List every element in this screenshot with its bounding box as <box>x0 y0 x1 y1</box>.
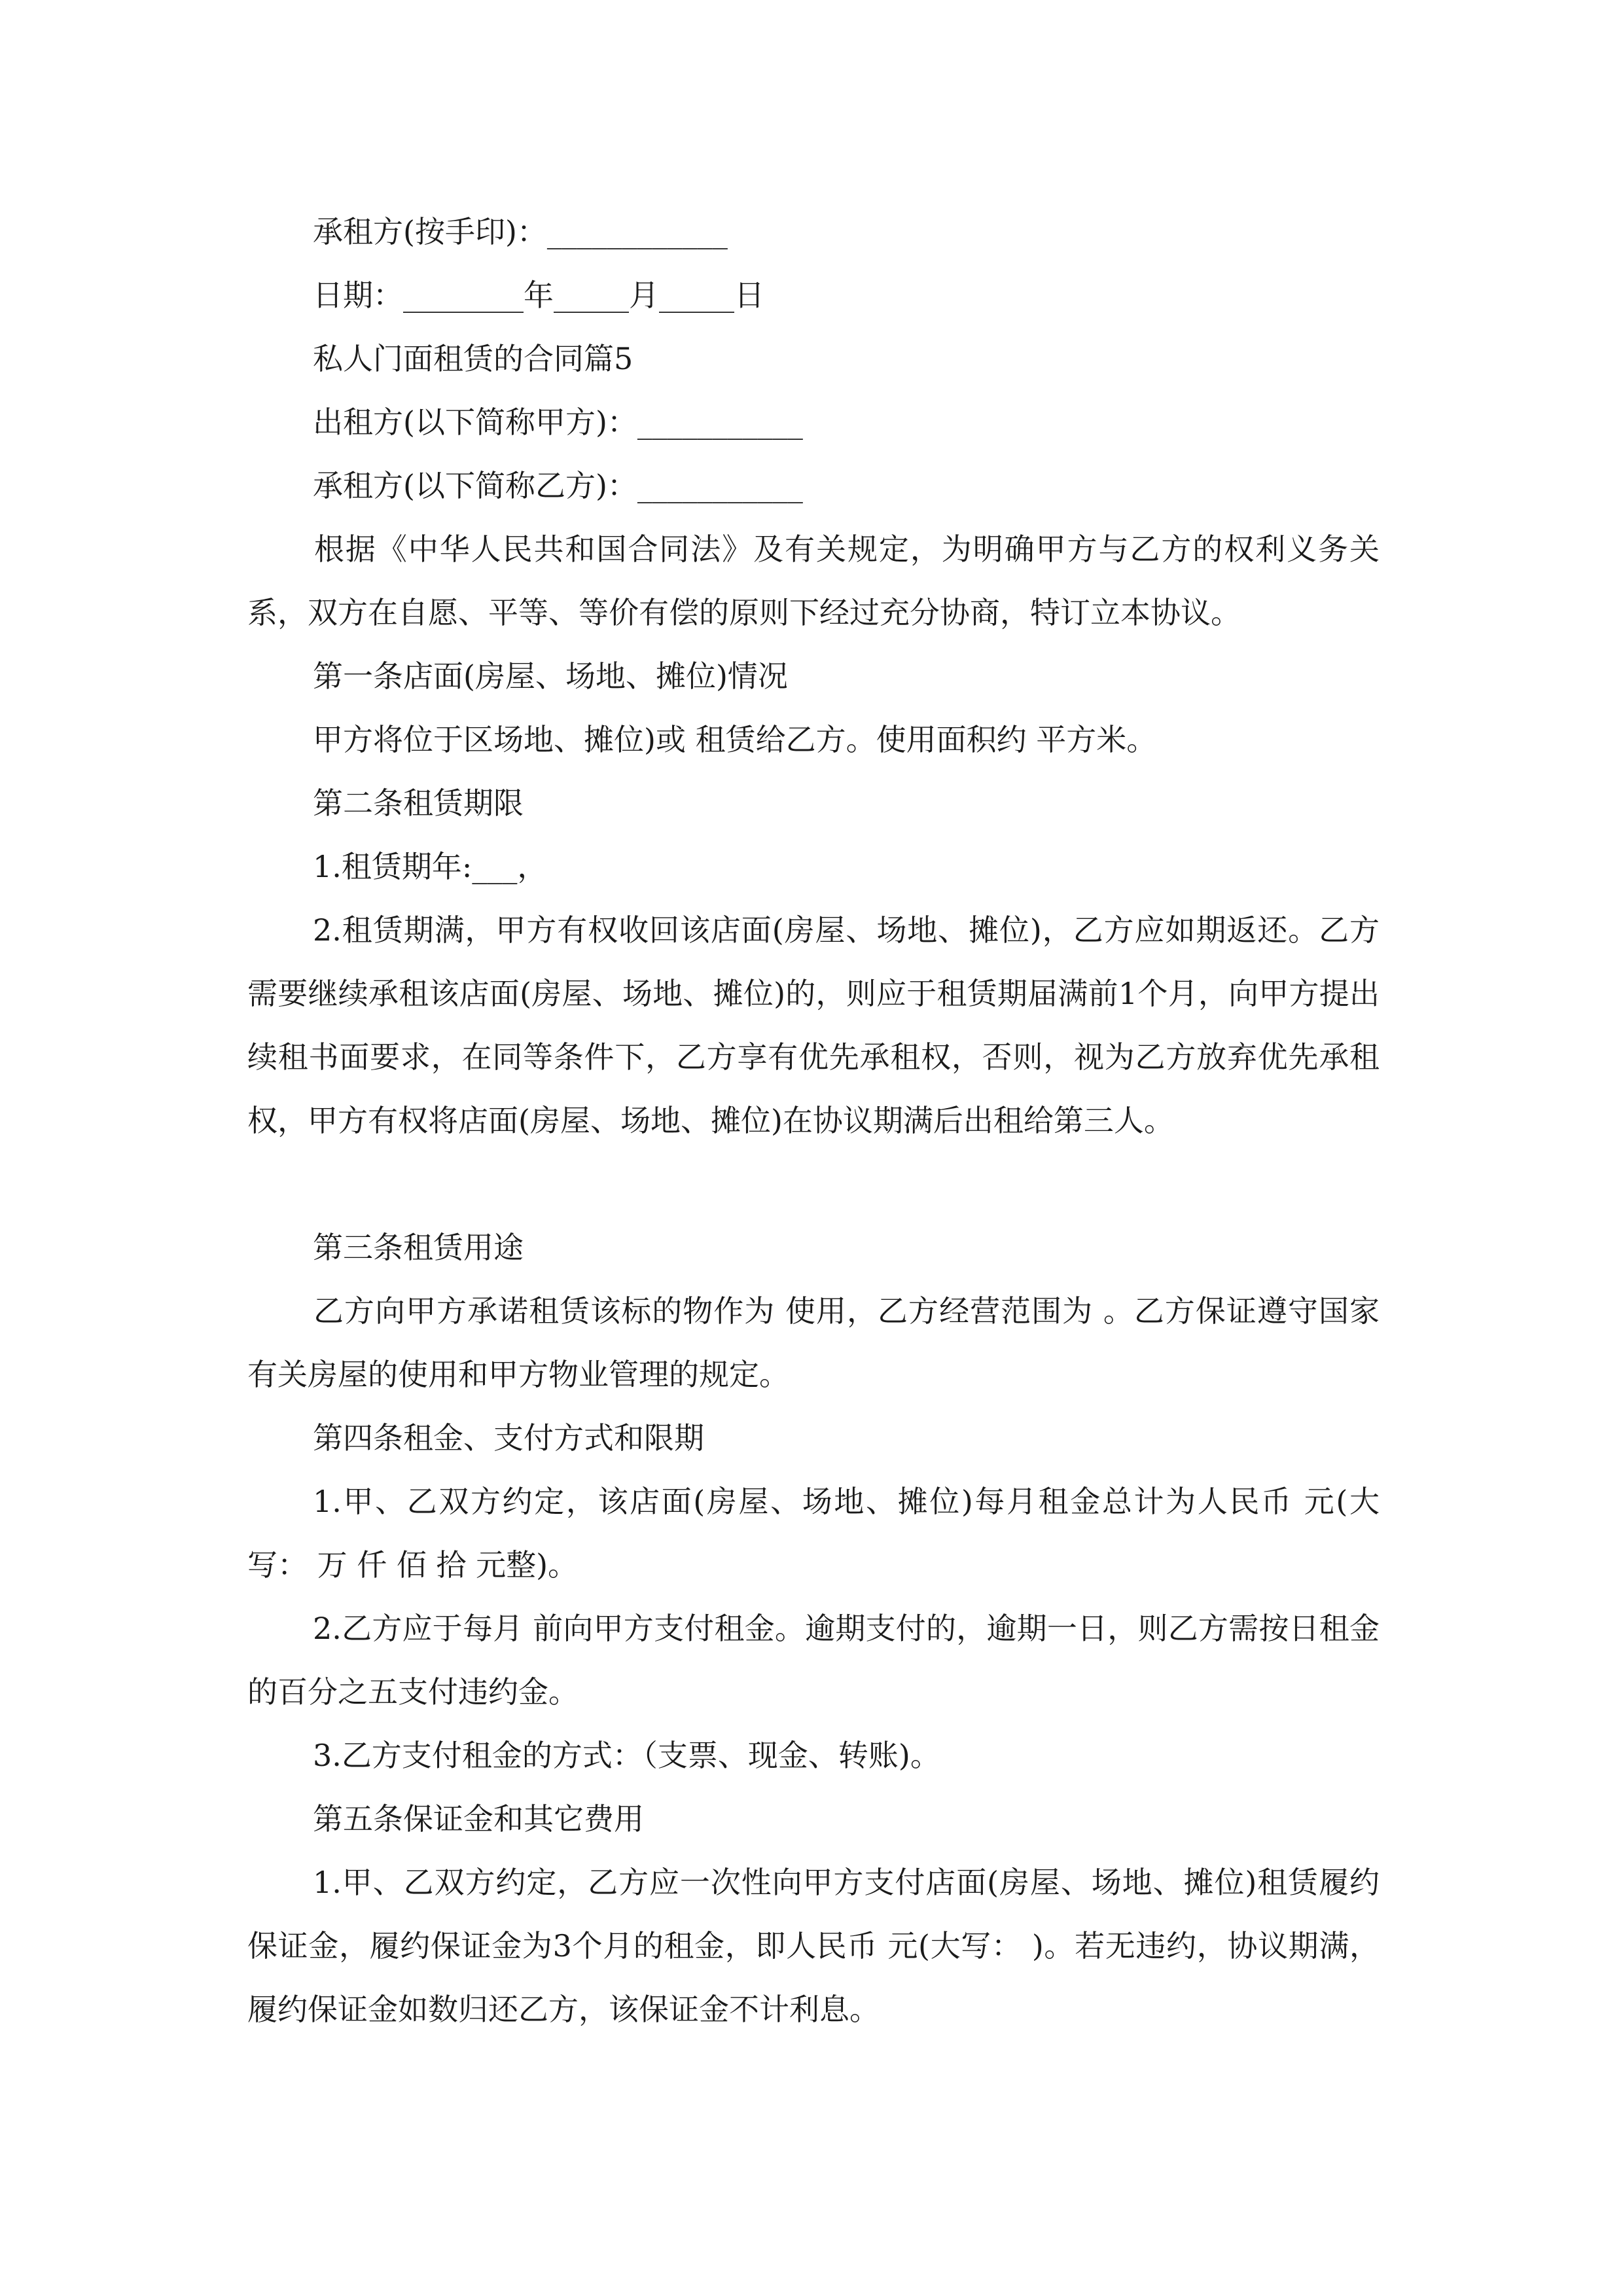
tenant-signature-line: 承租方(按手印)：____________ <box>313 214 728 249</box>
article-4-heading: 第四条租金、支付方式和限期 <box>313 1420 704 1456</box>
article-5-clause-1: 1.甲、乙双方约定，乙方应一次性向甲方支付店面(房屋、场地、摊位)租赁履约保证金，履约保证金为3个月的租金，即人民币 元(大写： )。若无违约，协议期满，履约保证金如数归还乙方，该保证金不计利息。 <box>247 1865 1380 2027</box>
signature-date-line: 日期：________年_____月_____日 <box>313 278 764 313</box>
article-2-clause-1: 1.租赁期年:___， <box>313 849 548 884</box>
preamble-paragraph: 根据《中华人民共和国合同法》及有关规定，为明确甲方与乙方的权利义务关系，双方在自愿、平等、等价有偿的原则下经过充分协商，特订立本协议。 <box>247 531 1380 630</box>
article-4-clause-3: 3.乙方支付租金的方式：（支票、现金、转账)。 <box>313 1738 940 1773</box>
article-2-heading: 第二条租赁期限 <box>313 785 524 821</box>
article-4-clause-2: 2.乙方应于每月 前向甲方支付租金。逾期支付的，逾期一日，则乙方需按日租金的百分之五支付违约金。 <box>247 1611 1380 1710</box>
article-1-body: 甲方将位于区场地、摊位)或 租赁给乙方。使用面积约 平方米。 <box>313 722 1157 757</box>
lessee-line: 承租方(以下简称乙方)：___________ <box>313 468 803 503</box>
article-5-heading: 第五条保证金和其它费用 <box>313 1801 644 1837</box>
article-3-heading: 第三条租赁用途 <box>313 1230 524 1265</box>
article-4-clause-1: 1.甲、乙双方约定，该店面(房屋、场地、摊位)每月租金总计为人民币 元(大写： 万 仟 佰 拾 元整)。 <box>247 1484 1380 1583</box>
article-2-clause-2: 2.租赁期满，甲方有权收回该店面(房屋、场地、摊位)，乙方应如期返还。乙方需要继续承租该店面(房屋、场地、摊位)的，则应于租赁期届满前1个月，向甲方提出续租书面要求，在同等条件下，乙方享有优先承租权，否则，视为乙方放弃优先承租权，甲方有权将店面(房屋、场地、摊位)在协议期满后出租给第三人。 <box>247 912 1380 1138</box>
article-1-heading: 第一条店面(房屋、场地、摊位)情况 <box>313 658 788 694</box>
article-3-body: 乙方向甲方承诺租赁该标的物作为 使用，乙方经营范围为 。乙方保证遵守国家有关房屋的使用和甲方物业管理的规定。 <box>247 1293 1380 1392</box>
contract-title: 私人门面租赁的合同篇5 <box>313 341 633 376</box>
lessor-line: 出租方(以下简称甲方)：___________ <box>313 404 803 440</box>
